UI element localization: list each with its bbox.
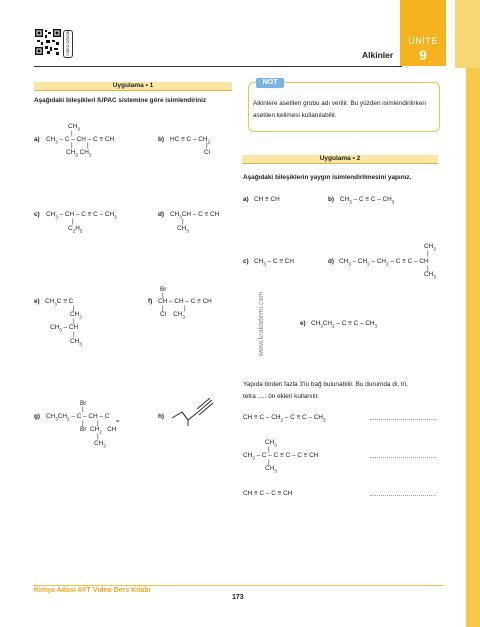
formula-bottom: Cl $CH_3$ [160,311,185,320]
video-caption-badge [63,30,73,58]
q-label: e) [34,298,40,305]
q-label: c) [243,258,249,265]
q-label: d) [328,258,335,265]
footer-rule [34,585,444,586]
q-label: b) [328,196,335,203]
formula-bottom: $CH_3$ [424,271,436,280]
note-box [248,82,440,132]
q-label: c) [34,211,40,218]
note-tag: NOT [256,78,284,88]
q-label: h) [158,413,165,420]
unit-label: ÜNİTE [408,36,438,46]
example-formula: $CH_3 - C - C \equiv C - C$ ≡ CH [243,452,319,461]
right-edge-strip [466,68,480,627]
chapter-title: Alkinler [362,50,394,60]
qr-code-icon[interactable] [34,28,62,56]
formula-bottom: Br $CH_2$ CH [80,426,117,435]
formula-line: $CH_3$ – C ≡ CH [254,258,295,267]
note-text-2: asetilen kelimesi kullanılabilir. [253,112,337,119]
unit-number: 9 [419,47,427,63]
formula-line: $CH_3CH_2 - C \equiv C - CH_3$ [311,320,378,329]
example-top: $CH_3$ [265,439,277,448]
answer-line [370,457,436,458]
answer-line [370,495,436,496]
answer-line [370,419,436,420]
section-title-bar-1 [34,82,232,91]
header-rule [34,66,402,67]
section-title-1: Uygulama • 1 [112,82,154,89]
formula-top: Br [80,400,87,407]
formula-l4: $CH_3$ [70,338,82,347]
q-label: a) [34,136,40,143]
formula-line: CH – CH – C ≡ CH [158,298,212,305]
formula-line: HC ≡ C – $CH_2$ [170,136,211,145]
page-number: 173 [232,594,244,601]
formula-l2: $CH_2$ [70,311,82,320]
formula-line: $CH_3CH_2$ – C – CH – C [46,413,110,422]
formula-line: $CH_3 - C \equiv C - CH_3$ [340,196,395,205]
section-title-2: Uygulama • 2 [319,155,361,162]
watermark: www.krakademi.com [258,291,265,356]
formula-line: $CH_3 - CH_2 - CH_2 - C \equiv C$ – CH [339,258,429,267]
formula-l3: $CH_3$ – CH [50,324,79,333]
formula-line: $CH_3CH$ – C ≡ CH [170,211,220,220]
qr-caption: VİDEO ÇÖZÜM [66,30,70,56]
formula-bottom: Cl [204,149,211,156]
example-formula: CH ≡ C – C ≡ CH [243,490,293,497]
q-label: f) [148,298,153,305]
formula-bottom: $CH_3$ $CH_3$ [66,149,92,158]
top-right-decor [455,0,480,68]
book-title: Kimya Adası AYT Video Ders Kitabı [34,587,151,594]
formula-line: $CH_3$ – CH – $C \equiv C - CH_3$ [46,211,117,220]
formula-bottom: $C_2H_5$ [68,225,83,234]
instruction-2: Aşağıdaki bileşiklerin yaygın isimlendirilmesini yapınız. [243,174,412,181]
section-title-bar-2 [242,155,438,164]
q-label: d) [158,211,165,218]
skeletal-structure [172,398,218,428]
q-label: e) [300,320,306,327]
para-2: tetra ..... ön ekleri kullanılır. [243,393,320,400]
formula-line: CH ≡ CH [254,196,280,203]
example-formula: CH ≡ $C - CH_2 - C \equiv C - CH_3$ [243,414,326,423]
formula-bottom2: $CH_3$ [94,440,106,449]
formula-line: $CH_3$ – C – CH – C ≡ CH [46,136,115,145]
q-label: a) [243,196,249,203]
formula-top: $CH_3$ [68,123,80,132]
formula-top: Br [160,286,167,293]
q-label: b) [158,136,165,143]
q-label: g) [34,413,41,420]
formula-bottom: $CH_3$ [177,225,189,234]
para-1: Yapıda birden fazla 3'lü bağ bulunabilir. Bu durumda di, tri, [243,381,408,388]
note-text-1: Alkinlere asetilen grubu adı verilir. Bu yüzden isimlendirilirken [253,100,426,107]
formula-l1: $CH_3C \equiv C$ [45,298,74,307]
example-bottom: $CH_3$ [265,465,277,474]
formula-top: $CH_3$ [424,243,436,252]
instruction-1: Aşağıdaki bileşikleri IUPAC sistemine göre isimlendiriniz [34,97,207,104]
